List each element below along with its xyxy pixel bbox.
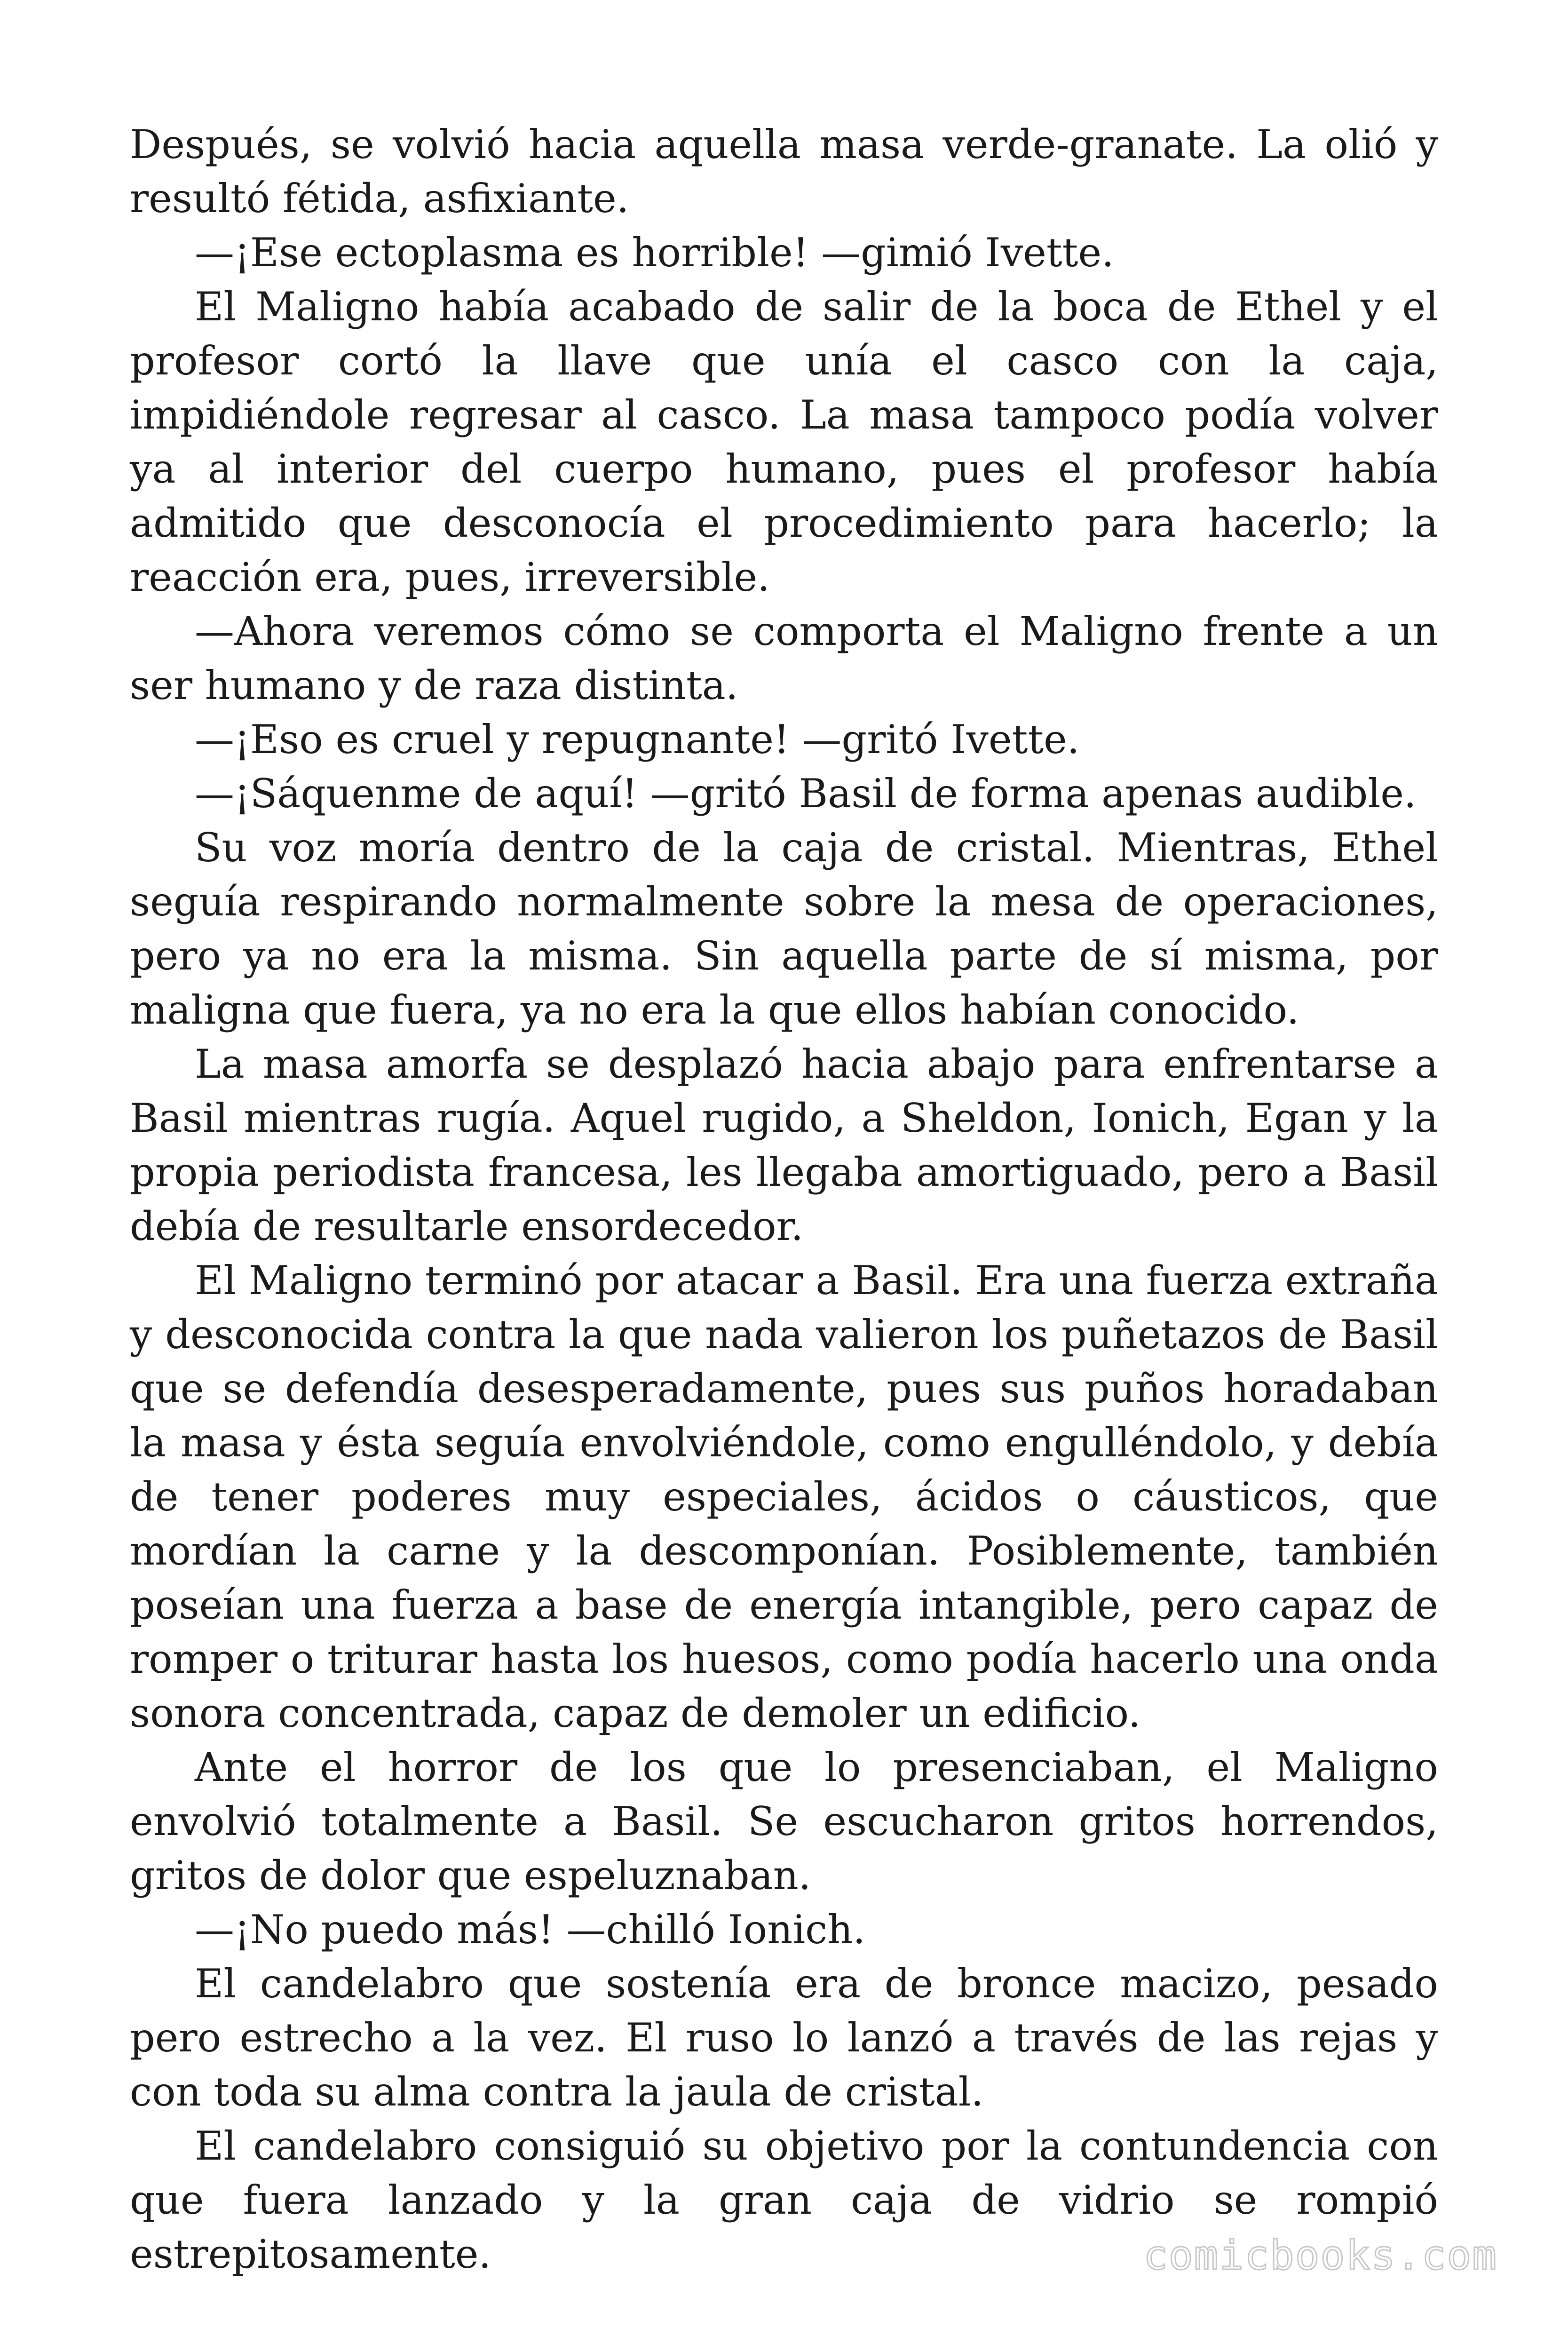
paragraph: —¡Sáquenme de aquí! —gritó Basil de forma apenas audible.: [195, 771, 1417, 817]
paragraph: Su voz moría dentro de la caja de cristal. Mientras, Ethel seguía respirando normalmente sobre la mesa de operaciones, pero ya no era la misma. Sin aquella parte de sí misma, por maligna que fuera, ya no era la que ellos habían conocido.: [130, 825, 1438, 1033]
paragraph: —¡Ese ectoplasma es horrible! —gimió Ivette.: [195, 230, 1114, 276]
paragraph: Después, se volvió hacia aquella masa verde-granate. La olió y resultó fétida, asfixiante.: [130, 121, 1438, 222]
paragraph: El Maligno había acabado de salir de la boca de Ethel y el profesor cortó la llave que unía el casco con la caja, impidiéndole regresar al casco. La masa tampoco podía volver ya al interior del cuerpo humano, pues el profesor había admitido que desconocía el procedimiento para hacerlo; la reacción era, pues, irreversible.: [130, 284, 1438, 600]
paragraph: Ante el horror de los que lo presenciaban, el Maligno envolvió totalmente a Basil. Se escucharon gritos horrendos, gritos de dolor que espeluznaban.: [130, 1744, 1438, 1899]
paragraph: —¡Eso es cruel y repugnante! —gritó Ivette.: [195, 716, 1080, 763]
paragraph: —¡No puedo más! —chilló Ionich.: [195, 1907, 866, 1953]
book-page-text: [130, 118, 1438, 2281]
paragraph: El candelabro consiguió su objetivo por la contundencia con que fuera lanzado y la gran caja de vidrio se rompió estrepitosamente.: [130, 2123, 1438, 2277]
paragraph: El candelabro que sostenía era de bronce macizo, pesado pero estrecho a la vez. El ruso lo lanzó a través de las rejas y con toda su alma contra la jaula de cristal.: [130, 1961, 1438, 2115]
paragraph: La masa amorfa se desplazó hacia abajo para enfrentarse a Basil mientras rugía. Aquel rugido, a Sheldon, Ionich, Egan y la propia periodista francesa, les llegaba amortiguado, pero a Basil debía de resultarle ensordecedor.: [130, 1041, 1438, 1249]
paragraph: —Ahora veremos cómo se comporta el Maligno frente a un ser humano y de raza distinta.: [130, 608, 1438, 708]
watermark: comicbooks.com: [1143, 2232, 1497, 2279]
paragraph: El Maligno terminó por atacar a Basil. Era una fuerza extraña y desconocida contra la que nada valieron los puñetazos de Basil que se defendía desesperadamente, pues sus puños horadaban la masa y ésta seguía envolviéndole, como engulléndolo, y debía de tener poderes muy especiales, ácidos o cáusticos, que mordían la carne y la descomponían. Posiblemente, también poseían una fuerza a base de energía intangible, pero capaz de romper o triturar hasta los huesos, como podía hacerlo una onda sonora concentrada, capaz de demoler un edificio.: [130, 1257, 1438, 1736]
